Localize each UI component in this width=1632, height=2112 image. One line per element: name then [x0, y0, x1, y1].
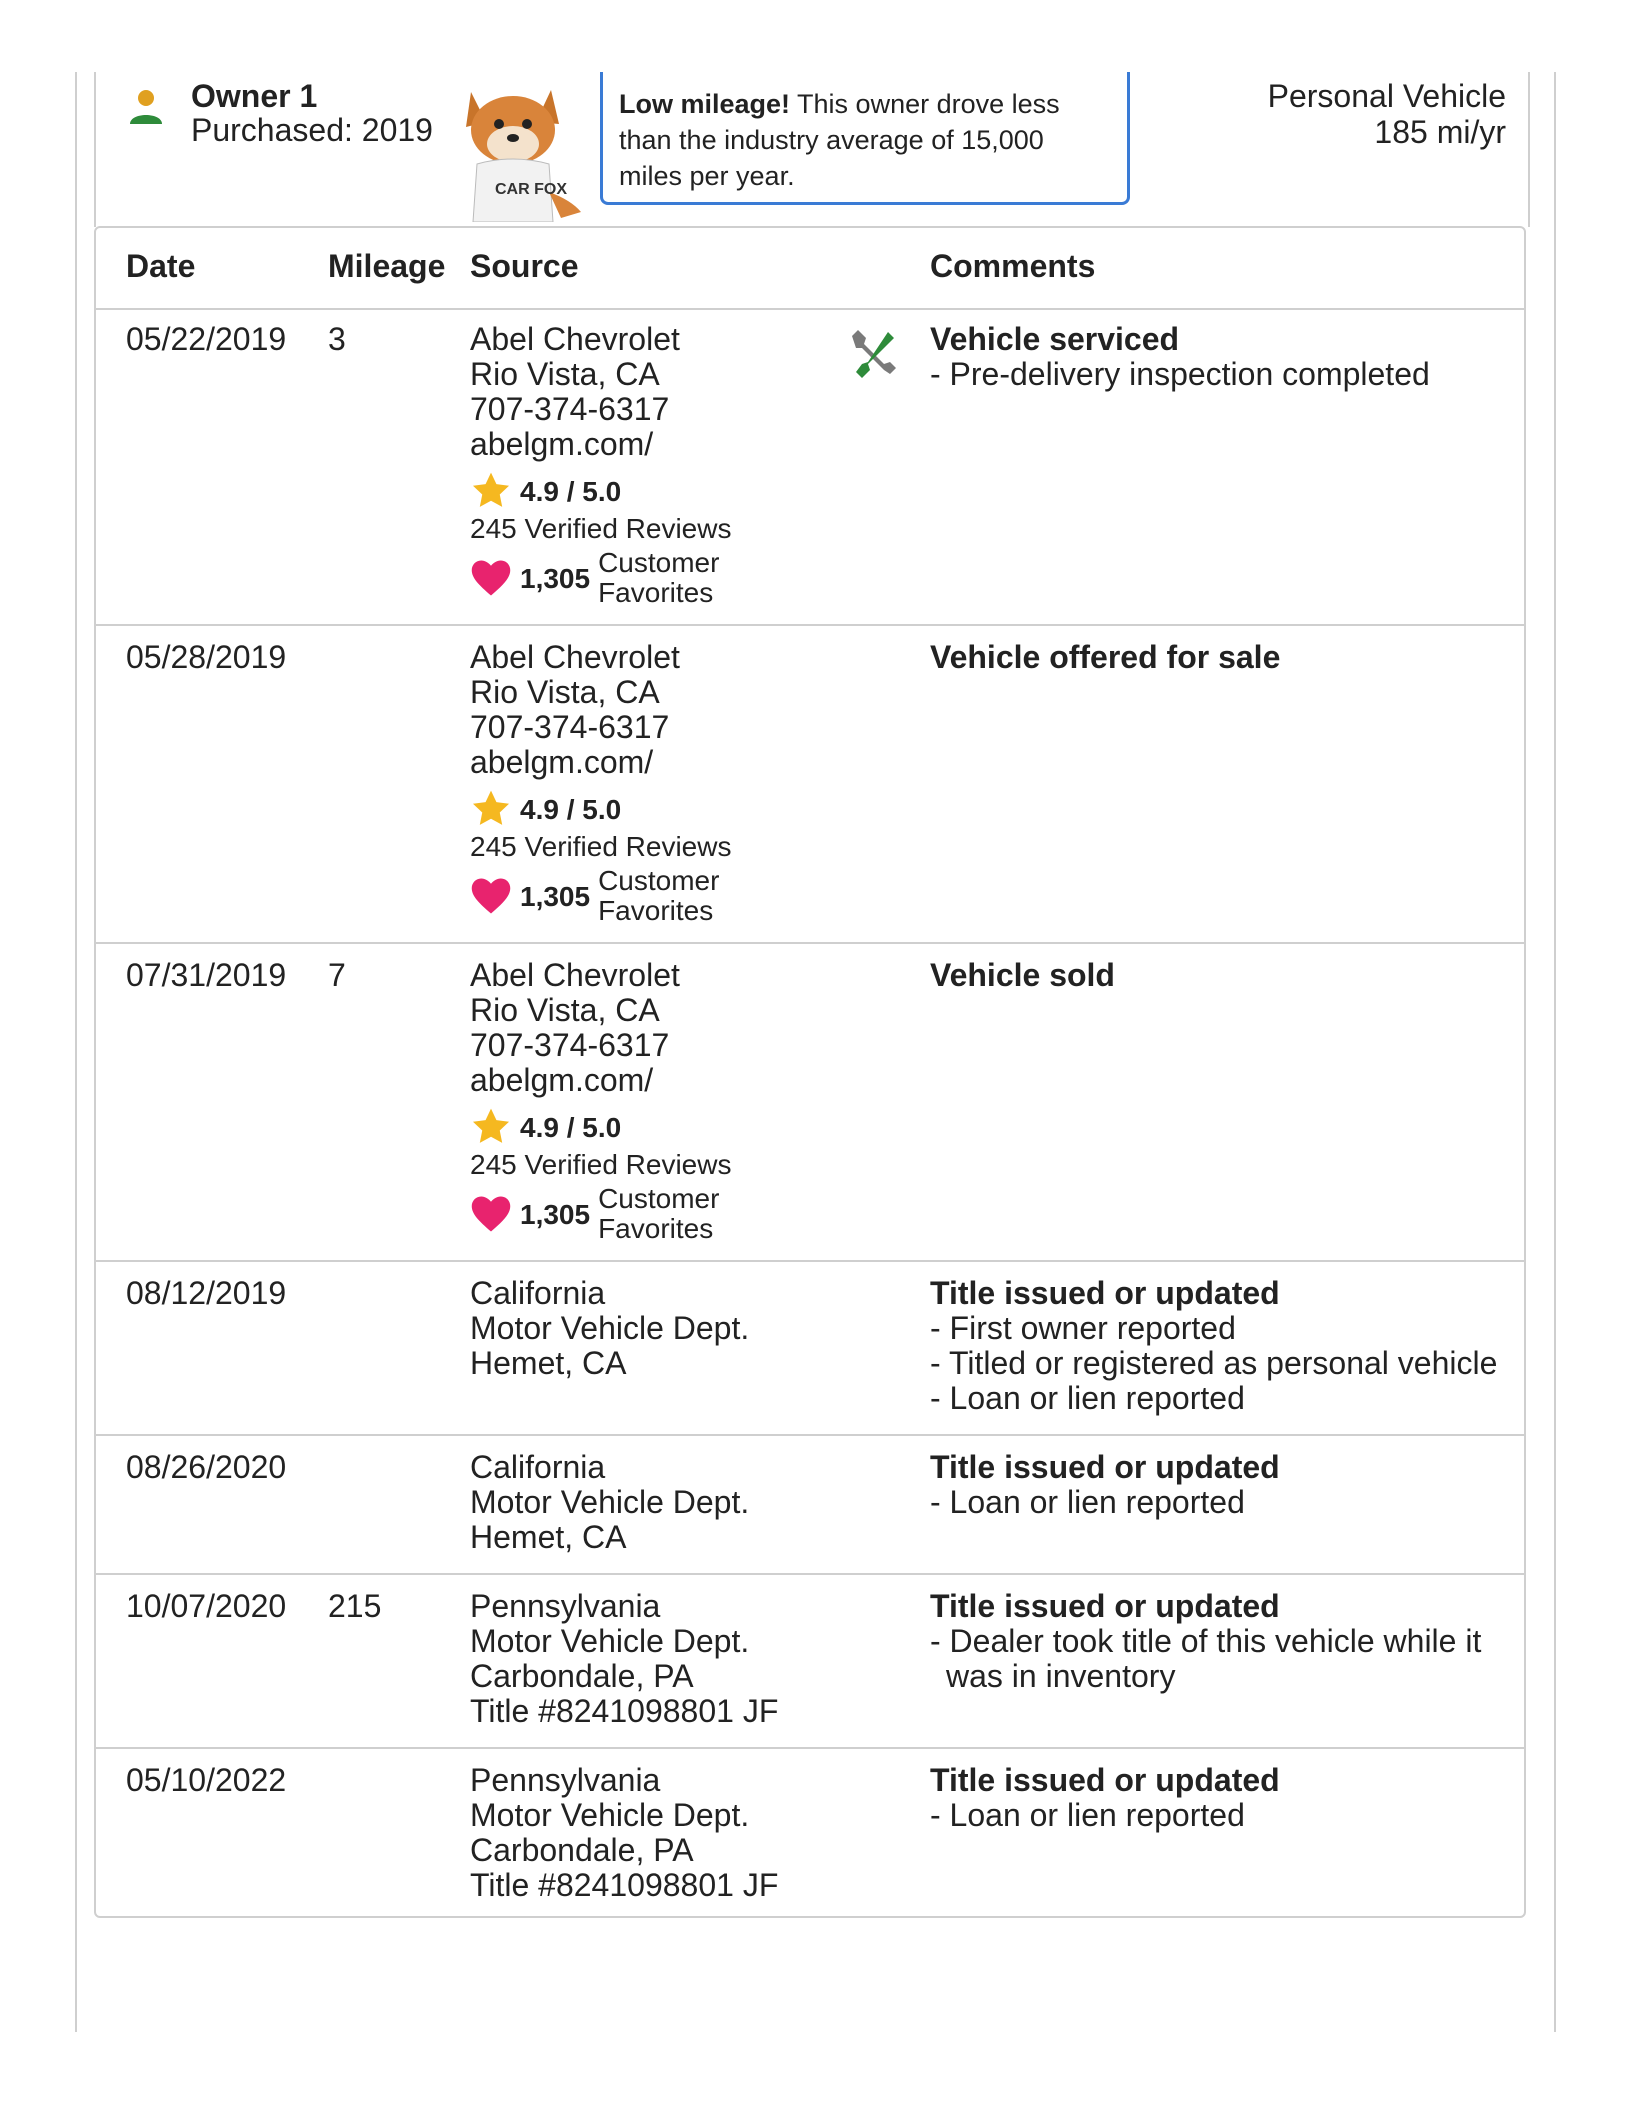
owner-header — [94, 72, 1530, 227]
service-tools-icon — [844, 326, 900, 382]
verified-reviews: 245 Verified Reviews — [470, 831, 732, 862]
source-line: Pennsylvania — [470, 1762, 661, 1798]
source-line: Rio Vista, CA — [470, 992, 660, 1028]
source-line: Abel Chevrolet — [470, 639, 680, 675]
row-mileage: 3 — [328, 321, 346, 357]
source-line: Title #8241098801 JF — [470, 1867, 779, 1903]
row-comments — [930, 958, 1510, 993]
column-comments: Comments — [930, 248, 1096, 284]
callout-title: Low mileage! — [619, 89, 791, 119]
heart-icon — [470, 1194, 512, 1234]
heart-icon — [470, 558, 512, 598]
comment-item: - Pre-delivery inspection completed — [930, 356, 1430, 392]
row-source — [470, 640, 731, 926]
favorites-count: 1,305 — [520, 880, 591, 912]
source-line: Abel Chevrolet — [470, 321, 680, 357]
row-comments — [930, 640, 1510, 675]
usage-rate: 185 mi/yr — [1374, 114, 1506, 150]
low-mileage-callout — [600, 72, 1130, 205]
customer-favorites — [470, 866, 731, 926]
column-date: Date — [126, 248, 196, 284]
history-table — [94, 226, 1526, 1918]
source-line: abelgm.com/ — [470, 426, 654, 462]
comment-item: - Titled or registered as personal vehicle — [930, 1345, 1498, 1381]
source-line: Hemet, CA — [470, 1345, 627, 1381]
source-line: California — [470, 1449, 606, 1485]
row-source — [470, 958, 731, 1244]
comment-item: - Loan or lien reported — [930, 1797, 1245, 1833]
source-line: Abel Chevrolet — [470, 957, 680, 993]
verified-reviews: 245 Verified Reviews — [470, 513, 732, 544]
row-comments — [930, 1450, 1510, 1520]
row-source — [470, 1276, 749, 1381]
comment-item: - First owner reported — [930, 1310, 1236, 1346]
row-source — [470, 1589, 778, 1729]
table-row — [96, 308, 1524, 626]
comment-item: - Loan or lien reported — [930, 1484, 1245, 1520]
source-line: Motor Vehicle Dept. — [470, 1310, 750, 1346]
customer-favorites — [470, 548, 731, 608]
table-row — [96, 1749, 1524, 1920]
row-comments — [930, 1589, 1510, 1694]
favorites-label: Customer — [598, 1183, 720, 1214]
source-line: Rio Vista, CA — [470, 674, 660, 710]
source-line: Carbondale, PA — [470, 1658, 694, 1694]
favorites-count: 1,305 — [520, 562, 591, 594]
mascot-shirt-text: CAR FOX — [495, 181, 567, 198]
row-date: 08/26/2020 — [126, 1449, 287, 1485]
table-row — [96, 944, 1524, 1262]
favorites-label: Favorites — [598, 895, 714, 926]
row-date: 05/22/2019 — [126, 321, 287, 357]
row-mileage: 7 — [328, 957, 346, 993]
source-line: Motor Vehicle Dept. — [470, 1623, 750, 1659]
table-row — [96, 1575, 1524, 1749]
favorites-label: Customer — [598, 865, 720, 896]
star-icon — [470, 470, 512, 512]
favorites-label: Favorites — [598, 577, 714, 608]
comment-title: Title issued or updated — [930, 1762, 1280, 1798]
dealer-rating — [470, 1106, 731, 1148]
source-line: Rio Vista, CA — [470, 356, 660, 392]
row-date: 05/28/2019 — [126, 639, 287, 675]
row-source — [470, 322, 731, 608]
page-left-rule — [75, 72, 77, 2032]
source-line: abelgm.com/ — [470, 1062, 654, 1098]
source-line: Pennsylvania — [470, 1588, 661, 1624]
vehicle-usage — [1268, 78, 1506, 150]
row-date: 05/10/2022 — [126, 1762, 287, 1798]
comment-title: Vehicle serviced — [930, 321, 1180, 357]
row-source — [470, 1763, 778, 1903]
comment-item: - Dealer took title of this vehicle while it was in inventory — [930, 1623, 1482, 1694]
verified-reviews: 245 Verified Reviews — [470, 1149, 732, 1180]
comment-title: Title issued or updated — [930, 1588, 1280, 1624]
table-header — [96, 228, 1524, 310]
source-line: 707-374-6317 — [470, 1027, 670, 1063]
rating-score: 4.9 / 5.0 — [520, 475, 622, 507]
column-source: Source — [470, 248, 579, 284]
source-line: 707-374-6317 — [470, 709, 670, 745]
row-source — [470, 1450, 749, 1555]
owner-person-icon — [126, 86, 166, 126]
owner-purchased: Purchased: 2019 — [191, 112, 433, 148]
source-line: California — [470, 1275, 606, 1311]
row-date: 07/31/2019 — [126, 957, 287, 993]
row-comments — [930, 1763, 1510, 1833]
column-mileage: Mileage — [328, 248, 446, 284]
star-icon — [470, 788, 512, 830]
comment-title: Title issued or updated — [930, 1449, 1280, 1485]
favorites-count: 1,305 — [520, 1198, 591, 1230]
source-line: Title #8241098801 JF — [470, 1693, 779, 1729]
callout-text: This owner drove less than the industry average of 15,000 miles per year. — [619, 89, 1060, 191]
rating-score: 4.9 / 5.0 — [520, 1111, 622, 1143]
source-line: Hemet, CA — [470, 1519, 627, 1555]
star-icon — [470, 1106, 512, 1148]
customer-favorites — [470, 1184, 731, 1244]
source-line: Motor Vehicle Dept. — [470, 1484, 750, 1520]
table-row — [96, 1262, 1524, 1436]
source-line: abelgm.com/ — [470, 744, 654, 780]
favorites-label: Customer — [598, 547, 720, 578]
source-line: 707-374-6317 — [470, 391, 670, 427]
dealer-rating — [470, 788, 731, 830]
comment-title: Vehicle sold — [930, 957, 1115, 993]
page-right-rule — [1554, 72, 1556, 2032]
carfox-mascot-icon — [441, 72, 586, 222]
comment-title: Vehicle offered for sale — [930, 639, 1281, 675]
heart-icon — [470, 876, 512, 916]
dealer-rating — [470, 470, 731, 512]
owner-name: Owner 1 — [191, 78, 318, 114]
row-date: 08/12/2019 — [126, 1275, 287, 1311]
favorites-label: Favorites — [598, 1213, 714, 1244]
source-line: Carbondale, PA — [470, 1832, 694, 1868]
table-row — [96, 1436, 1524, 1575]
comment-item: - Loan or lien reported — [930, 1380, 1245, 1416]
rating-score: 4.9 / 5.0 — [520, 793, 622, 825]
table-row — [96, 626, 1524, 944]
usage-type: Personal Vehicle — [1267, 78, 1506, 114]
row-comments — [930, 322, 1510, 392]
row-comments — [930, 1276, 1510, 1416]
row-date: 10/07/2020 — [126, 1588, 287, 1624]
row-mileage: 215 — [328, 1588, 382, 1624]
comment-title: Title issued or updated — [930, 1275, 1280, 1311]
source-line: Motor Vehicle Dept. — [470, 1797, 750, 1833]
